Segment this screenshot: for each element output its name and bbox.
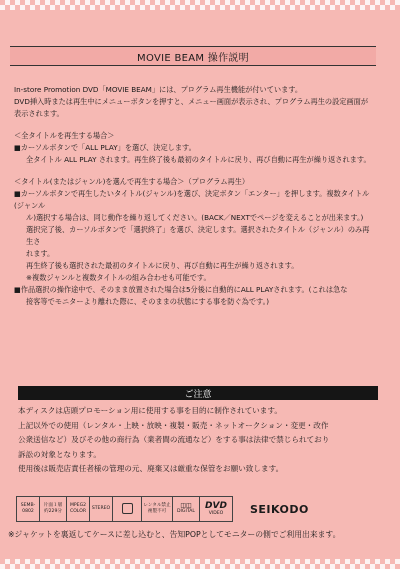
video-logo-text: VIDEO [208, 510, 224, 516]
page-title-text: MOVIE BEAM 操作説明 [137, 52, 249, 64]
footer-note [8, 529, 398, 541]
color-text: COLOR [69, 509, 87, 514]
jacket-back [0, 10, 400, 559]
instruction-line: れます。 [26, 249, 55, 258]
disc-layer-text: 片面１層 [43, 503, 63, 508]
instruction-line: 選択完了後、カーソルボタンで「選択終了」を選び、決定します。選択されたタイトル（ジャンル）のみ再生さ [26, 225, 370, 246]
rental-text: レンタル禁止 [143, 503, 171, 508]
rental-notice [141, 496, 173, 522]
notice-title-text: ご注意 [184, 389, 212, 400]
instruction-line: ■カーソルボタンで「ALL PLAY」を選び、決定します。 [14, 143, 196, 152]
region-icon [122, 503, 133, 514]
spec-row [16, 495, 376, 523]
disc-sides [39, 496, 67, 522]
page-title [10, 46, 376, 66]
dolby-logo [172, 496, 200, 522]
notice-body [18, 404, 378, 477]
notice-line: 本ディスクは店頭プロモーション用に使用する事を目的に制作されています。 [18, 406, 282, 415]
section-heading-program-play: ＜タイトル(またはジャンル)を選んで再生する場合＞（プログラム再生） [14, 177, 250, 186]
footer-text: ※ジャケットを裏返してケースに差し込むと、告知POPとしてモニターの側でご利用出来ます。 [8, 530, 341, 539]
instruction-line: ■作品選択の操作途中で、そのまま放置された場合は5分後に自動的にALL PLAYされます。(これは急な [14, 285, 348, 294]
running-time-text: 約229分 [44, 509, 62, 514]
section-heading-all-play: ＜全タイトルを再生する場合＞ [14, 131, 115, 140]
format-text: MPEG2 [69, 503, 87, 508]
copy-text: 複製不可 [147, 509, 167, 514]
intro-line: In-store Promotion DVD「MOVIE BEAM」には、プログラム再生機能が付いています。 [14, 85, 303, 94]
instructions [14, 84, 374, 308]
region-mark [112, 496, 142, 522]
instruction-line: 全タイトル ALL PLAY されます。再生終了後も最初のタイトルに戻り、再び自動に再生が繰り返されます。 [26, 155, 371, 164]
notice-title [18, 386, 378, 400]
notice-line: 訴訟の対象となります。 [18, 449, 101, 459]
instruction-line: ■カーソルボタンで再生したいタイトル(ジャンル)を選び、決定ボタン「エンター」を押します。複数タイトル(ジャンル [14, 189, 370, 210]
dolby-icon: ◫◫ [180, 502, 192, 509]
notice-line: 使用後は販売店責任者様の管理の元、廃棄又は厳重な保管をお願い致します。 [18, 464, 284, 473]
instruction-line: 再生終了後も選択された最初のタイトルに戻り、再び自動に再生が繰り返されます。 [26, 261, 299, 270]
product-code-text: SEMB-0802 [20, 503, 36, 514]
bottom-checker-border [0, 559, 400, 569]
audio-text: STEREO [91, 506, 111, 511]
instruction-line: 接客等でモニターより離れた際に、そのままの状態にする事を防ぐ為です。) [26, 297, 270, 306]
product-code [16, 496, 40, 522]
dvd-logo-text: DVD [205, 500, 227, 511]
intro-line: DVD挿入時または再生中にメニューボタンを押すと、メニュー画面が表示され、プログラム再生の設定画面が [14, 97, 369, 106]
brand-logo: SEIKODO [250, 502, 309, 516]
top-checker-border [0, 0, 400, 10]
dolby-text: DIGITAL [177, 509, 195, 514]
audio-format [89, 496, 113, 522]
notice-line: 上記以外での使用（レンタル・上映・放映・複製・販売・ネットオークション・変更・改作 [18, 420, 329, 430]
intro-line: 表示されます。 [14, 109, 64, 118]
notice-line: 公衆送信など）及びその他の商行為（業者間の流通など）をする事は法律で禁じられており [18, 435, 330, 444]
dvd-video-logo [199, 496, 233, 522]
video-format [66, 496, 90, 522]
instruction-line: ル)選択する場合は、同じ動作を繰り返してください。(BACK／NEXTでページを変えることが出来ます。) [26, 213, 364, 222]
instruction-line: ※複数ジャンルと複数タイトルの組み合わせも可能です。 [26, 273, 211, 282]
